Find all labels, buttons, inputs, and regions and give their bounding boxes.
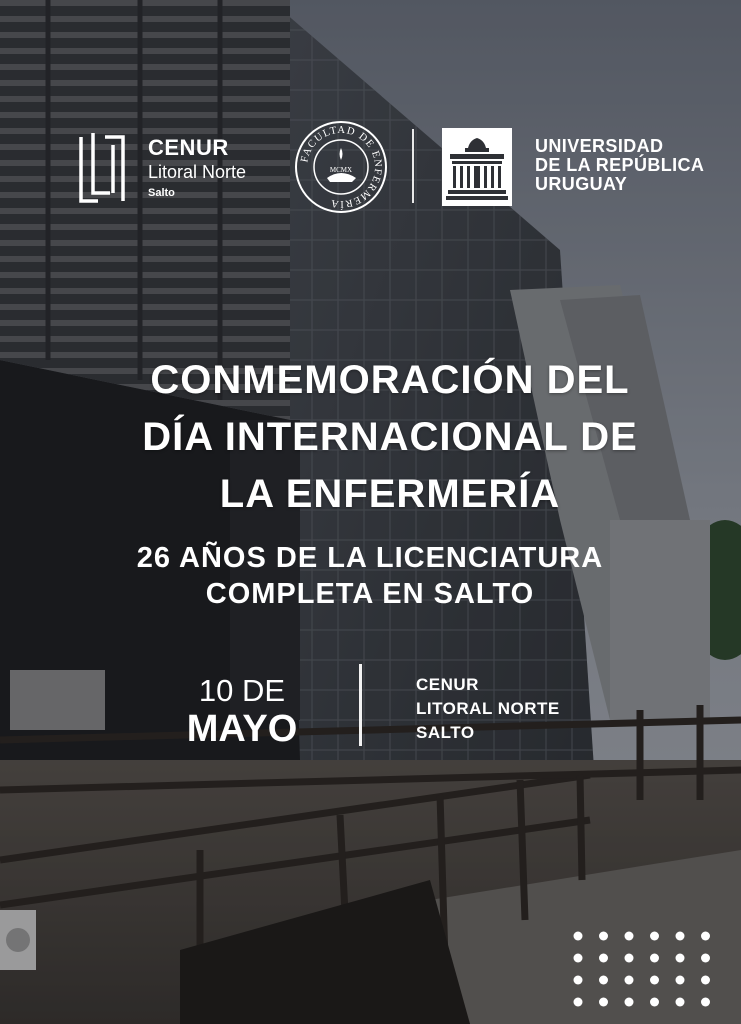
decorative-dot [701,954,710,963]
decorative-dot [574,998,583,1007]
decorative-dot [650,932,659,941]
decorative-dot [701,976,710,985]
decorative-dot [625,932,634,941]
event-subtitle-line-1: 26 AÑOS DE LA LICENCIATURA [136,542,604,574]
decorative-dot [574,976,583,985]
event-place-line-3: SALTO [416,723,475,742]
logo-divider [412,129,414,203]
decorative-dot [574,954,583,963]
decorative-dot [625,998,634,1007]
udelar-line-3: URUGUAY [535,174,628,194]
udelar-line-1: UNIVERSIDAD [535,136,664,156]
event-subtitle-line-2: COMPLETA EN SALTO [205,578,535,610]
event-title-line-2: DÍA INTERNACIONAL DE [142,415,638,459]
event-title-line-1: CONMEMORACIÓN DEL [150,358,630,402]
decorative-dot [599,932,608,941]
date-place-divider [359,664,362,746]
decorative-dot [574,932,583,941]
decorative-dot [701,932,710,941]
udelar-line-2: DE LA REPÚBLICA [535,155,705,175]
decorative-dot [650,954,659,963]
event-title [60,352,720,523]
event-date-day: 10 DE [198,673,286,708]
cenur-city: Salto [148,187,175,199]
decorative-dot [701,998,710,1007]
decorative-dot [676,932,685,941]
event-place [416,673,560,745]
event-date-month: MAYO [186,708,298,750]
decorative-dot [599,954,608,963]
facultad-enfermeria-seal-icon [294,120,388,214]
seal-center-text: MCMX [329,166,353,174]
cenur-logo-icon [78,131,126,207]
event-title-line-3: LA ENFERMERÍA [219,472,561,516]
event-subtitle [40,540,700,612]
cenur-subtitle: Litoral Norte [148,162,247,182]
decorative-dot [676,954,685,963]
event-place-line-2: LITORAL NORTE [416,699,560,718]
decorative-dot [676,998,685,1007]
decorative-dot [650,976,659,985]
decorative-dots [572,928,741,1024]
decorative-dot [650,998,659,1007]
decorative-dot [676,976,685,985]
udelar-building-icon [442,128,512,206]
decorative-dot [625,954,634,963]
decorative-dot [599,998,608,1007]
cenur-wordmark [148,136,246,202]
decorative-dot [599,976,608,985]
event-place-line-1: CENUR [416,675,479,694]
decorative-dot [625,976,634,985]
udelar-wordmark [535,137,704,194]
seal-ring-text: FACULTAD DE ENFERMERÍA [299,124,384,210]
cenur-title: CENUR [148,135,229,160]
